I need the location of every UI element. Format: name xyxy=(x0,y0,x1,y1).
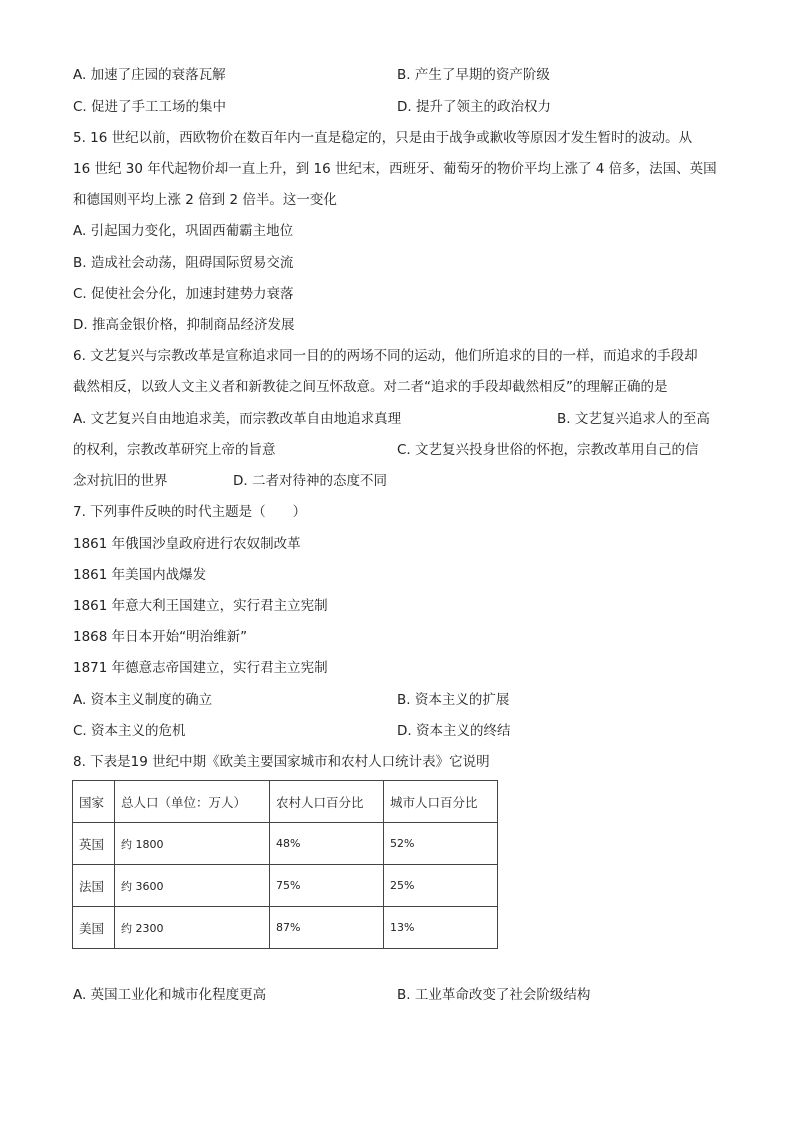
table-cell-total: 约 1800 xyxy=(115,823,270,865)
q7-event: 1861 年美国内战爆发 xyxy=(73,567,207,583)
table-row xyxy=(73,823,498,865)
q6-option-b-cont: 的权利，宗教改革研究上帝的旨意 xyxy=(73,442,276,458)
table-cell-rural: 48% xyxy=(270,823,384,865)
q4-option-d: D. 提升了领主的政治权力 xyxy=(397,99,551,115)
q7-event: 1861 年俄国沙皇政府进行农奴制改革 xyxy=(73,536,301,552)
table-header-cell: 国家 xyxy=(73,781,115,823)
q5-stem-line-1: 5. 16 世纪以前，西欧物价在数百年内一直是稳定的，只是由于战争或歉收等原因才发生暂时的波动。从 xyxy=(73,130,693,146)
q7-option-a: A. 资本主义制度的确立 xyxy=(73,692,213,708)
q7-option-d: D. 资本主义的终结 xyxy=(397,723,511,739)
table-header-cell: 总人口（单位：万人） xyxy=(115,781,270,823)
q7-option-c: C. 资本主义的危机 xyxy=(73,723,186,739)
table-row xyxy=(73,907,498,949)
population-table xyxy=(72,780,498,949)
q4-option-a: A. 加速了庄园的衰落瓦解 xyxy=(73,67,226,83)
table-cell-total: 约 3600 xyxy=(115,865,270,907)
q5-option-a: A. 引起国力变化，巩固西葡霸主地位 xyxy=(73,223,294,239)
q5-option-c: C. 促使社会分化，加速封建势力衰落 xyxy=(73,286,294,302)
table-row xyxy=(73,865,498,907)
q6-option-c: C. 文艺复兴投身世俗的怀抱，宗教改革用自己的信 xyxy=(397,442,699,458)
q5-stem-line-3: 和德国则平均上涨 2 倍到 2 倍半。这一变化 xyxy=(73,192,337,208)
q5-option-d: D. 推高金银价格，抑制商品经济发展 xyxy=(73,317,295,333)
table-header-cell: 城市人口百分比 xyxy=(384,781,498,823)
table-cell-rural: 87% xyxy=(270,907,384,949)
table-cell-urban: 25% xyxy=(384,865,498,907)
table-cell-rural: 75% xyxy=(270,865,384,907)
q6-stem-line-1: 6. 文艺复兴与宗教改革是宣称追求同一目的的两场不同的运动，他们所追求的目的一样，而追求的手段却 xyxy=(73,348,698,364)
q6-option-d: D. 二者对待神的态度不同 xyxy=(233,473,387,489)
q6-option-a: A. 文艺复兴自由地追求美，而宗教改革自由地追求真理 xyxy=(73,411,402,427)
q7-event: 1861 年意大利王国建立，实行君主立宪制 xyxy=(73,598,328,614)
table-cell-urban: 13% xyxy=(384,907,498,949)
table-cell-country: 法国 xyxy=(73,865,115,907)
table-cell-urban: 52% xyxy=(384,823,498,865)
q6-option-b: B. 文艺复兴追求人的至高 xyxy=(557,411,710,427)
q6-option-c-cont: 念对抗旧的世界 xyxy=(73,473,168,489)
q5-option-b: B. 造成社会动荡，阻碍国际贸易交流 xyxy=(73,255,294,271)
q7-stem: 7. 下列事件反映的时代主题是（ ） xyxy=(73,504,307,520)
q5-stem-line-2: 16 世纪 30 年代起物价却一直上升，到 16 世纪末，西班牙、葡萄牙的物价平均上涨了 4 倍多，法国、英国 xyxy=(73,161,717,177)
table-header-cell: 农村人口百分比 xyxy=(270,781,384,823)
q8-option-a: A. 英国工业化和城市化程度更高 xyxy=(73,987,267,1003)
table-cell-country: 美国 xyxy=(73,907,115,949)
table-cell-total: 约 2300 xyxy=(115,907,270,949)
q7-event: 1871 年德意志帝国建立，实行君主立宪制 xyxy=(73,660,328,676)
table-cell-country: 英国 xyxy=(73,823,115,865)
q7-option-b: B. 资本主义的扩展 xyxy=(397,692,510,708)
q8-option-b: B. 工业革命改变了社会阶级结构 xyxy=(397,987,591,1003)
q6-stem-line-2: 截然相反，以致人文主义者和新教徒之间互怀敌意。对二者“追求的手段却截然相反”的理解正确的是 xyxy=(73,379,668,395)
table-header-row xyxy=(73,781,498,823)
q4-option-c: C. 促进了手工工场的集中 xyxy=(73,99,227,115)
q7-event: 1868 年日本开始“明治维新” xyxy=(73,629,248,645)
q4-option-b: B. 产生了早期的资产阶级 xyxy=(397,67,550,83)
q8-stem: 8. 下表是19 世纪中期《欧美主要国家城市和农村人口统计表》它说明 xyxy=(73,754,490,770)
